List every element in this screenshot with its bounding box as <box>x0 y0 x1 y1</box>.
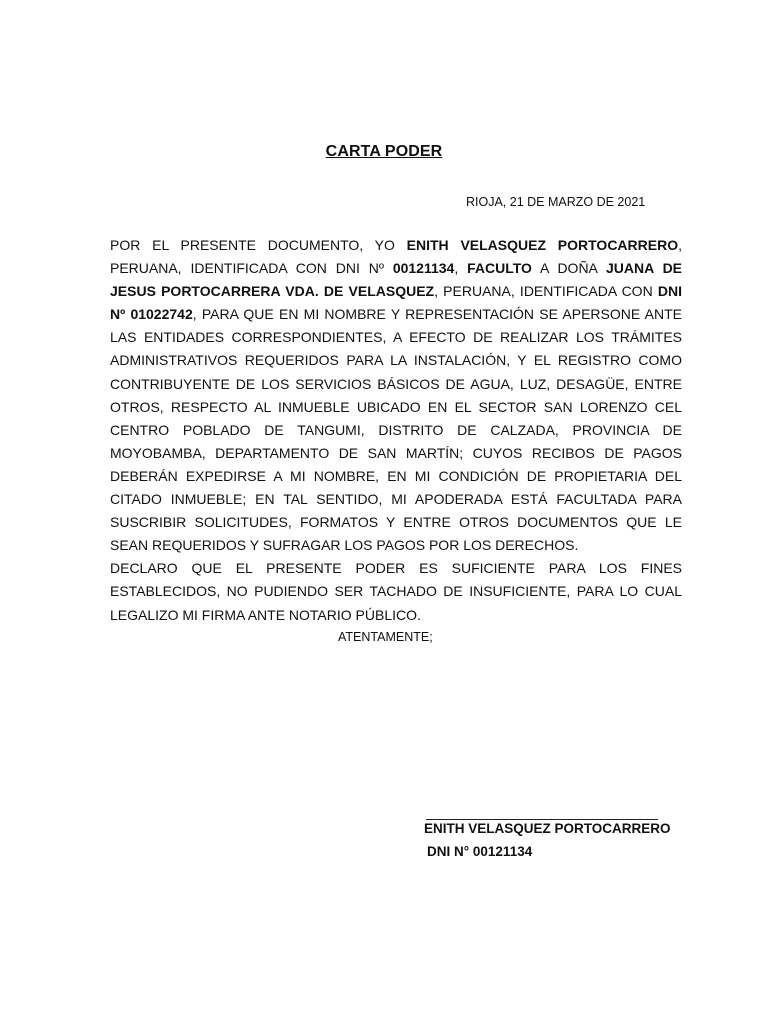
signature-line <box>426 819 658 820</box>
place-date: RIOJA, 21 DE MARZO DE 2021 <box>466 195 646 209</box>
text-segment: POR EL PRESENTE DOCUMENTO, YO <box>110 237 407 253</box>
text-segment: , PARA QUE EN MI NOMBRE Y REPRESENTACIÓN SE APERSONE ANTE LAS ENTIDADES CORRESPONDIENTES, A EFECTO DE REALIZAR LOS TRÁMITES ADMINISTRATIVOS REQUERIDOS PARA LA INSTALACIÓN, Y EL REGISTRO COMO CONTRIBUYENTE DE LOS SERVICIOS BÁSICOS DE AGUA, LUZ, DESAGÜE, ENTRE OTROS, RESPECTO AL INMUEBLE UBICADO EN EL SECTOR SAN LORENZO CEL CENTRO POBLADO DE TANGUMI, DISTRITO DE CALZADA, PROVINCIA DE MOYOBAMBA, DEPARTAMENTO DE SAN MARTÍN; CUYOS RECIBOS DE PAGOS DEBERÁN EXPEDIRSE A MI NOMBRE, EN MI CONDICIÓN DE PROPIETARIA DEL CITADO INMUEBLE; EN TAL SENTIDO, MI APODERADA ESTÁ FACULTADA PARA SUSCRIBIR SOLICITUDES, FORMATOS Y ENTRE OTROS DOCUMENTOS QUE LE SEAN REQUERIDOS Y SUFRAGAR LOS PAGOS POR LOS DERECHOS. <box>110 306 683 554</box>
signature-dni: DNI N° 00121134 <box>427 844 533 859</box>
attorney-dni: DNI Nº 01022742 <box>110 283 682 323</box>
grantor-name: ENITH VELASQUEZ PORTOCARRERO <box>406 237 679 253</box>
document-title: CARTA PODER <box>325 143 443 160</box>
signature-name: ENITH VELASQUEZ PORTOCARRERO <box>424 821 671 836</box>
paragraph-grant <box>110 234 682 557</box>
faculto-word: FACULTO <box>467 260 532 277</box>
text-segment: , <box>454 260 468 277</box>
closing-text: ATENTAMENTE; <box>338 630 433 644</box>
document-body <box>110 234 682 627</box>
grantor-dni: 00121134 <box>392 260 455 277</box>
text-segment: , PERUANA, IDENTIFICADA CON <box>434 283 658 300</box>
text-segment: A DOÑA <box>531 260 606 277</box>
text-segment: , PERUANA, IDENTIFICADA CON DNI Nº <box>110 237 682 277</box>
attorney-name: JUANA DE JESUS PORTOCARRERA VDA. DE VELASQUEZ <box>110 260 683 300</box>
paragraph-declaration: DECLARO QUE EL PRESENTE PODER ES SUFICIENTE PARA LOS FINES ESTABLECIDOS, NO PUDIENDO SER TACHADO DE INSUFICIENTE, PARA LO CUAL LEGALIZO MI FIRMA ANTE NOTARIO PÚBLICO. <box>110 560 682 623</box>
